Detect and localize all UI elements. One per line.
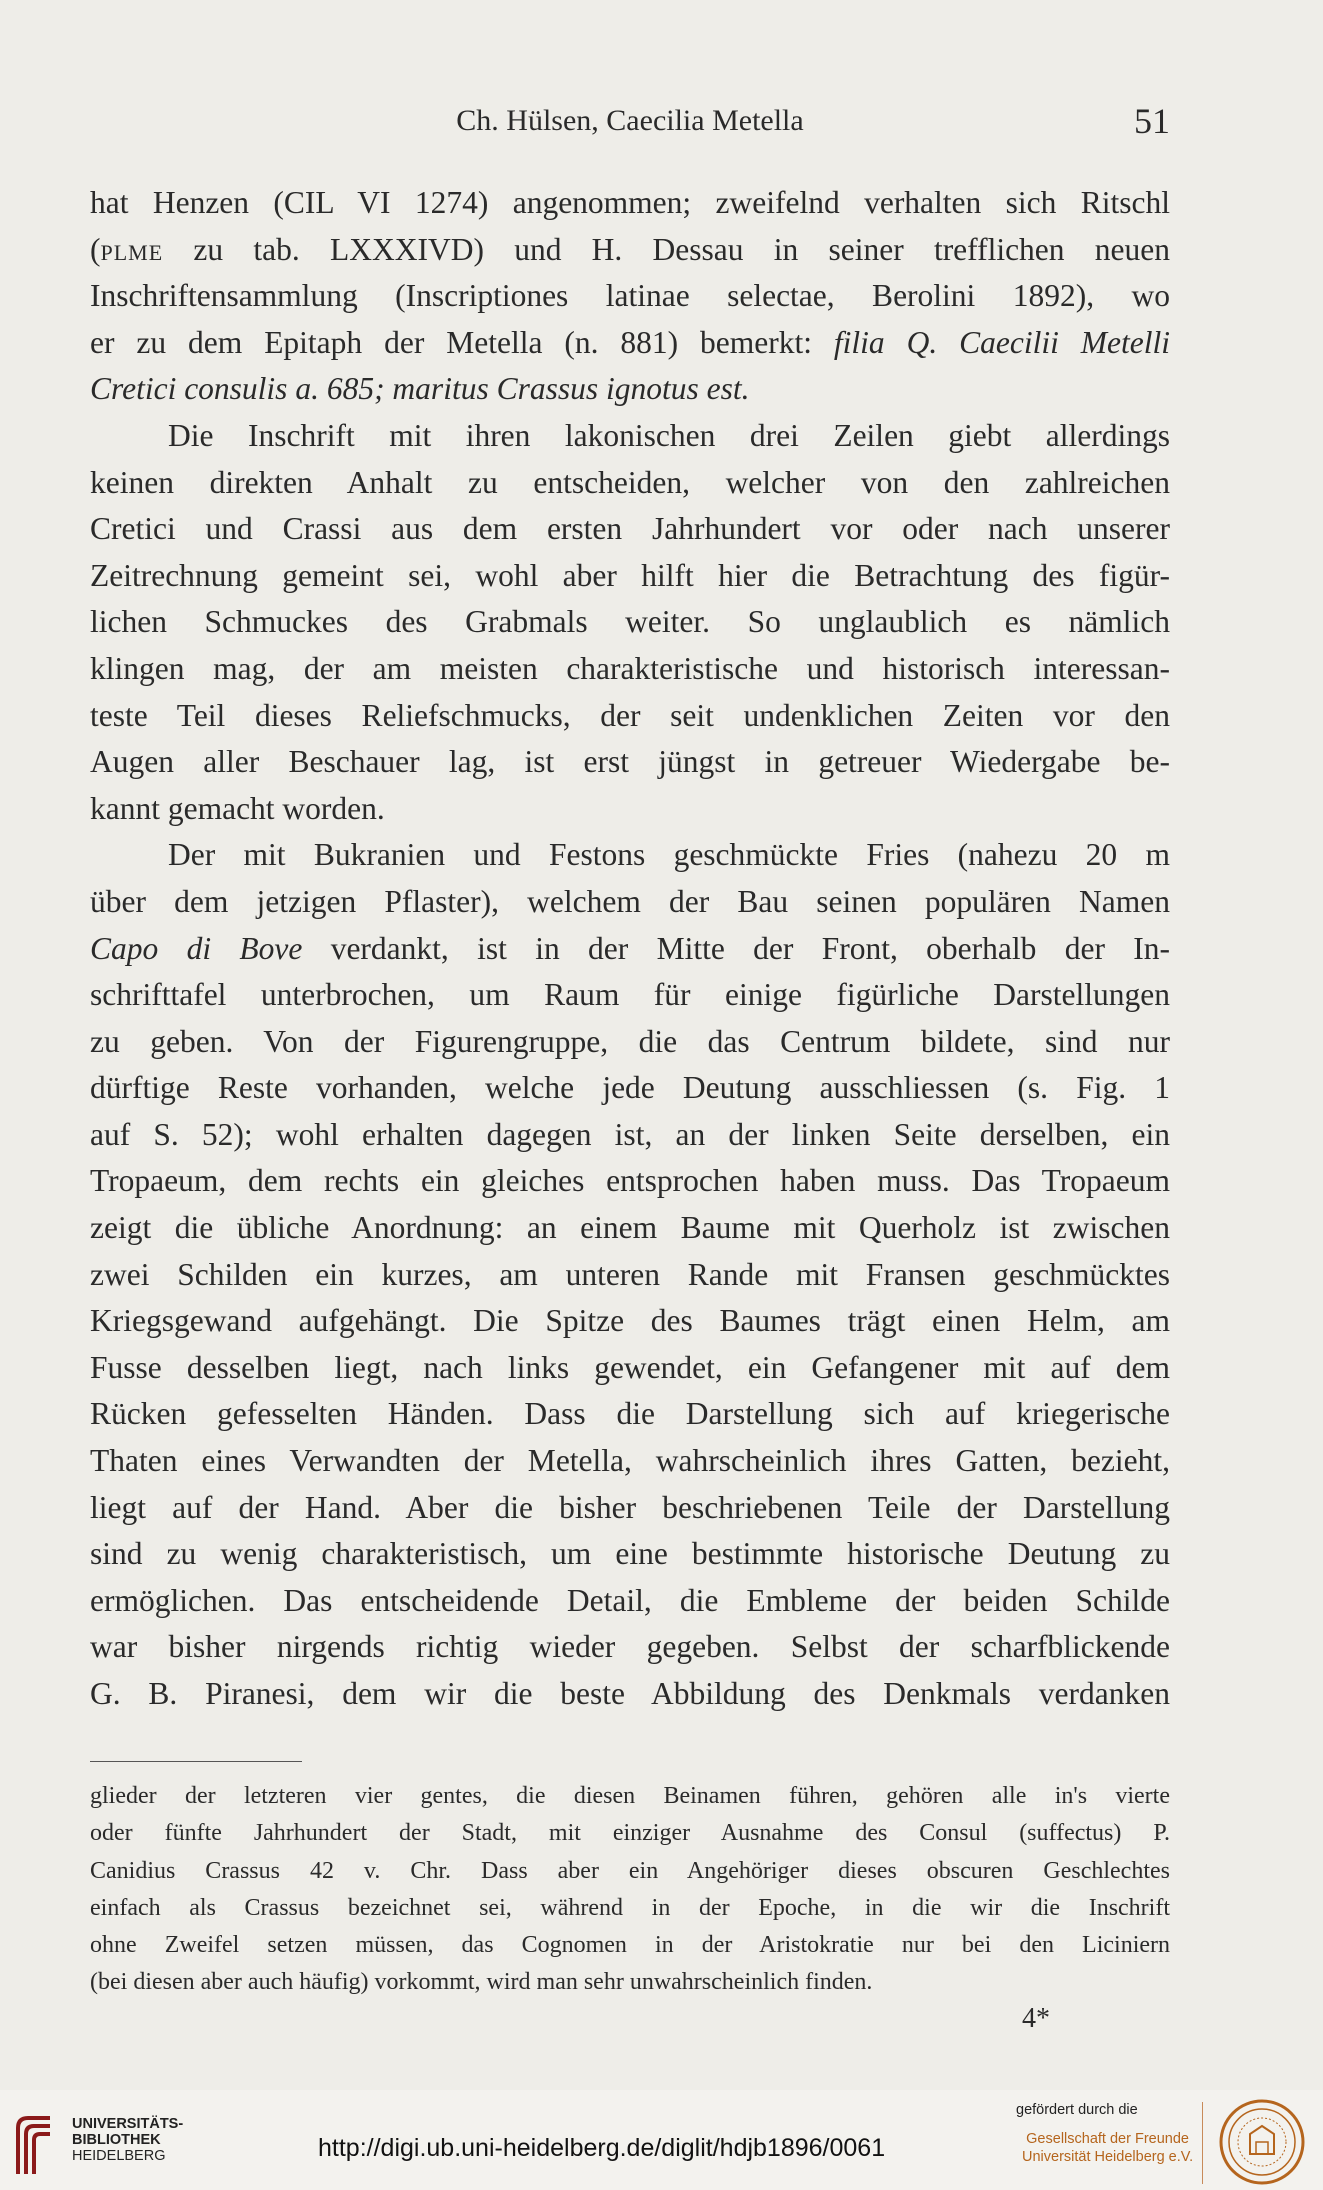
body-line: zu geben. Von der Figurengruppe, die das Centrum bildete, sind nur [90, 1023, 1170, 1059]
body-line: dürftige Reste vorhanden, welche jede Deutung ausschliessen (s. Fig. 1 [90, 1070, 1170, 1106]
body-line: Kriegsgewand aufgehängt. Die Spitze des Baumes trägt einen Helm, am [90, 1303, 1170, 1339]
university-library-logo-icon[interactable] [12, 2110, 56, 2180]
page-header [90, 98, 1170, 148]
italic-quote: filia Q. Caecilii Metelli [833, 324, 1170, 360]
body-text [90, 180, 1170, 1718]
body-line: keinen direkten Anhalt zu entscheiden, welcher von den zahlreichen [90, 464, 1170, 500]
body-line: Tropaeum, dem rechts ein gleiches entsprochen haben muss. Das Tropaeum [90, 1163, 1170, 1199]
body-line: war bisher nirgends richtig wieder gegeben. Selbst der scharfblickende [90, 1629, 1170, 1665]
body-line: Augen aller Beschauer lag, ist erst jüngst in getreuer Wiedergabe be- [90, 744, 1170, 780]
body-line: Der mit Bukranien und Festons geschmückte Fries (nahezu 20 m [168, 837, 1170, 873]
source-url-link[interactable]: http://digi.ub.uni-heidelberg.de/diglit/hdjb1896/0061 [318, 2134, 886, 2162]
body-line: auf S. 52); wohl erhalten dagegen ist, an der linken Seite derselben, ein [90, 1116, 1170, 1152]
university-seal-icon [1218, 2098, 1306, 2186]
body-line: klingen mag, der am meisten charakteristische und historisch interessan- [90, 650, 1170, 686]
body-line: Zeitrechnung gemeint sei, wohl aber hilft hier die Betrachtung des figür- [90, 557, 1170, 593]
abbreviation: plme [100, 231, 164, 267]
italic-name: Capo di Bove [90, 930, 303, 966]
body-line: Inschriftensammlung (Inscriptiones latinae selectae, Berolini 1892), wo [90, 278, 1170, 314]
page-number: 51 [1134, 101, 1170, 141]
body-line: Rücken gefesselten Händen. Dass die Darstellung sich auf kriegerische [90, 1396, 1170, 1432]
footnote-line: ohne Zweifel setzen müssen, das Cognomen in der Aristokratie nur bei den Liciniern [90, 1932, 1170, 1959]
body-line: (plme zu tab. LXXXIVD) und H. Dessau in seiner trefflichen neuen [90, 231, 1170, 267]
body-line: er zu dem Epitaph der Metella (n. 881) bemerkt: filia Q. Caecilii Metelli [90, 324, 1170, 360]
body-line: Capo di Bove verdankt, ist in der Mitte der Front, oberhalb der In- [90, 930, 1170, 966]
library-name: UNIVERSITÄTS- BIBLIOTHEK HEIDELBERG [72, 2116, 184, 2164]
body-line: Die Inschrift mit ihren lakonischen drei Zeilen giebt allerdings [168, 417, 1170, 453]
body-line: schrifttafel unterbrochen, um Raum für einige figürliche Darstellungen [90, 977, 1170, 1013]
signature-mark: 4* [1022, 2003, 1050, 2034]
body-line: Cretici und Crassi aus dem ersten Jahrhundert vor oder nach unserer [90, 511, 1170, 547]
sponsor-name: Gesellschaft der Freunde Universität Heidelberg e.V. [1022, 2131, 1194, 2165]
body-line: Cretici consulis a. 685; maritus Crassus ignotus est. [90, 371, 750, 407]
footer-bar [0, 2090, 1323, 2190]
body-line: über dem jetzigen Pflaster), welchem der Bau seinen populären Namen [90, 883, 1170, 919]
running-head: Ch. Hülsen, Caecilia Metella [456, 104, 804, 137]
body-line: zwei Schilden ein kurzes, am unteren Rande mit Fransen geschmücktes [90, 1256, 1170, 1292]
footnote-line: glieder der letzteren vier gentes, die diesen Beinamen führen, gehören alle in's vierte [90, 1783, 1170, 1809]
body-line: sind zu wenig charakteristisch, um eine bestimmte historische Deutung zu [90, 1536, 1170, 1572]
body-line: ermöglichen. Das entscheidende Detail, die Embleme der beiden Schilde [90, 1582, 1170, 1618]
body-line: Fusse desselben liegt, nach links gewendet, ein Gefangener mit auf dem [90, 1349, 1170, 1385]
footer-divider [1202, 2102, 1203, 2184]
body-line: kannt gemacht worden. [90, 790, 385, 826]
body-line: Thaten eines Verwandten der Metella, wahrscheinlich ihres Gatten, bezieht, [90, 1443, 1170, 1479]
body-line: hat Henzen (CIL VI 1274) angenommen; zweifelnd verhalten sich Ritschl [90, 185, 1170, 220]
body-line: teste Teil dieses Reliefschmucks, der seit undenklichen Zeiten vor den [90, 697, 1170, 733]
body-line: lichen Schmuckes des Grabmals weiter. So unglaublich es nämlich [90, 604, 1170, 640]
footnote-line: Canidius Crassus 42 v. Chr. Dass aber ein Angehöriger dieses obscuren Geschlechtes [90, 1857, 1170, 1884]
body-line: liegt auf der Hand. Aber die bisher beschriebenen Teile der Darstellung [90, 1489, 1170, 1525]
footnote-line: (bei diesen aber auch häufig) vorkommt, wird man sehr unwahrscheinlich finden. [90, 1969, 873, 1996]
footnote-line: oder fünfte Jahrhundert der Stadt, mit einziger Ausnahme des Consul (suffectus) P. [90, 1820, 1170, 1847]
sponsor-label: gefördert durch die [1016, 2102, 1138, 2118]
footnote [90, 1778, 1170, 2002]
body-line: G. B. Piranesi, dem wir die beste Abbildung des Denkmals verdanken [90, 1676, 1170, 1711]
footnote-line: einfach als Crassus bezeichnet sei, während in der Epoche, in die wir die Inschrift [90, 1894, 1170, 1921]
footnote-rule [90, 1761, 302, 1762]
body-line: zeigt die übliche Anordnung: an einem Baume mit Querholz ist zwischen [90, 1210, 1170, 1246]
